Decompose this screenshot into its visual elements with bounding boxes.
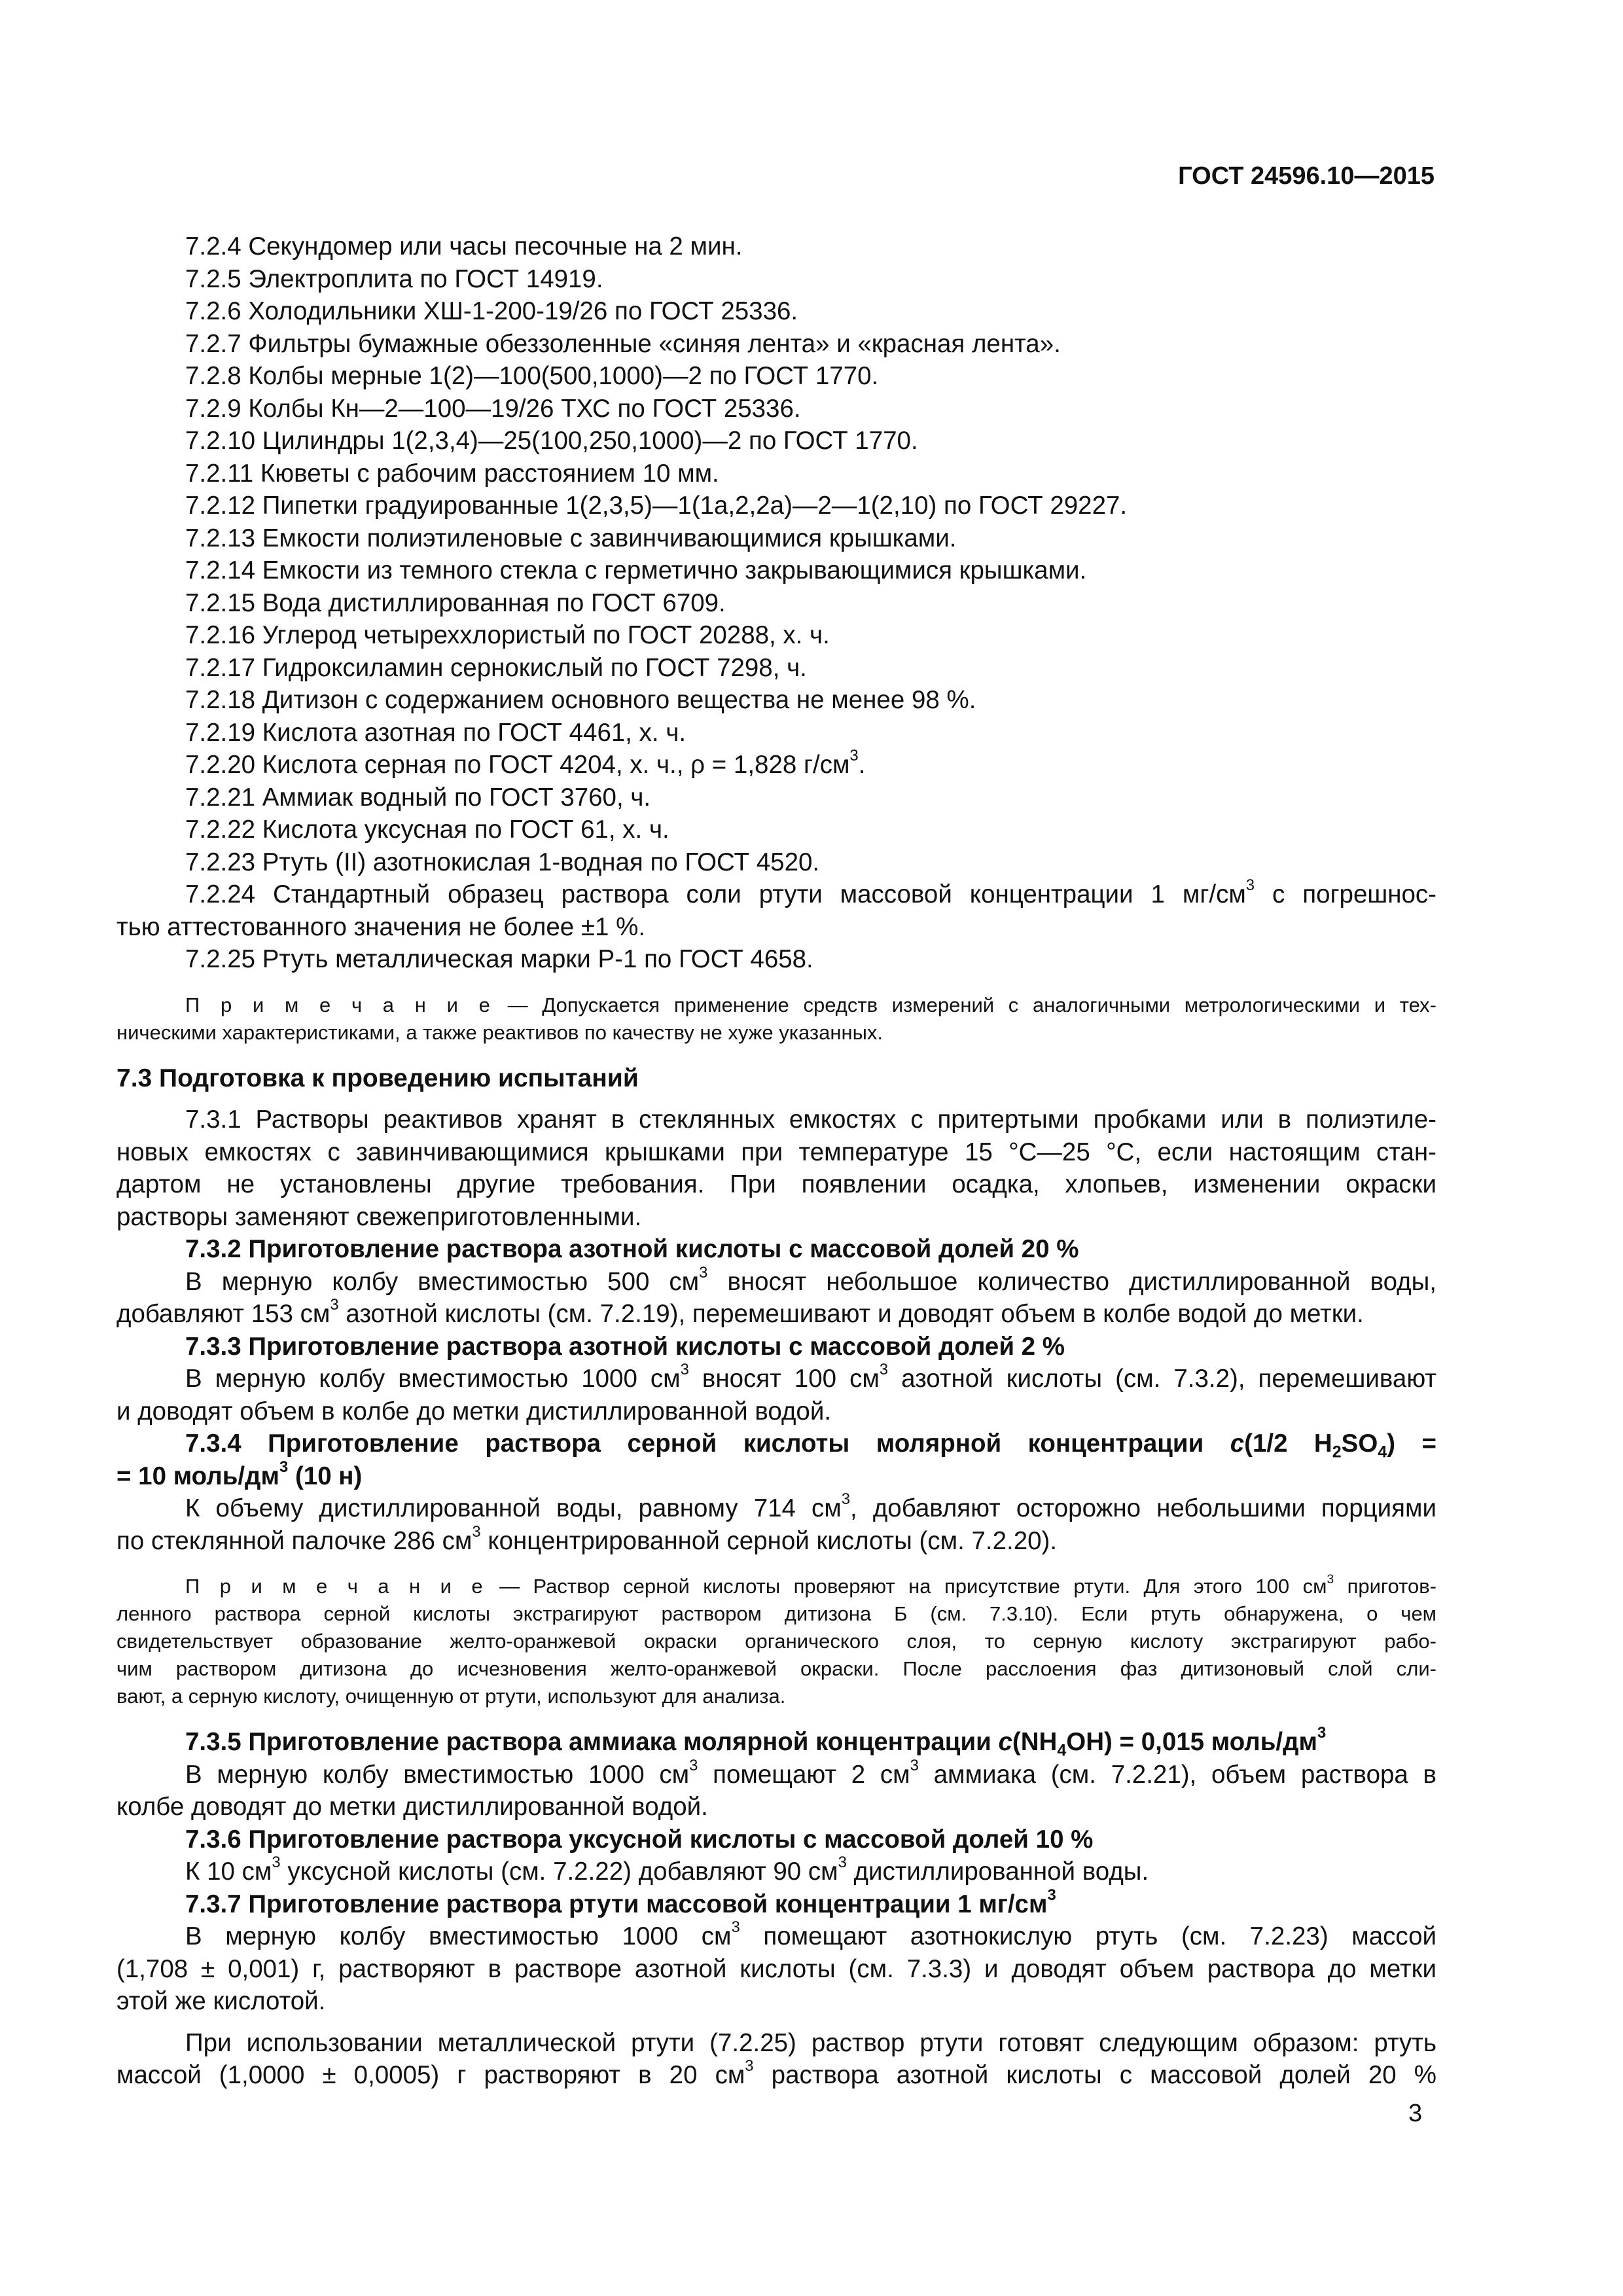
list-item: 7.2.22 Кислота уксусная по ГОСТ 61, х. ч.	[185, 816, 669, 844]
equipment-list	[116, 230, 1436, 976]
paragraph-line: этой же кислотой.	[116, 1987, 326, 2015]
text: помещают 2 см	[698, 1760, 910, 1789]
superscript: 3	[841, 1490, 851, 1509]
text: азотной кислоты (см. 7.3.2), перемешивают	[888, 1365, 1436, 1393]
note-text: — Допускается применение средств измерений с аналогичными метрологическими и тех-	[493, 993, 1436, 1016]
text: добавляют 153 см	[116, 1300, 330, 1328]
list-item: 7.2.16 Углерод четыреххлористый по ГОСТ 20288, х. ч.	[185, 621, 830, 649]
text: (10 н)	[288, 1462, 363, 1490]
heading-line	[116, 1460, 1436, 1493]
text: вносят небольшое количество дистиллированной воды,	[707, 1267, 1436, 1296]
note-label: П р и м е ч а н и е	[185, 993, 493, 1016]
text: c	[998, 1728, 1012, 1756]
paragraph-line	[116, 1363, 1436, 1395]
note-line	[116, 992, 1436, 1019]
text: В мерную колбу вместимостью 1000 см	[185, 1365, 681, 1393]
text: дистиллированной воды.	[846, 1857, 1149, 1886]
subscript: 2	[1332, 1443, 1342, 1462]
list-item: 7.2.12 Пипетки градуированные 1(2,3,5)—1(1а,2,2а)—2—1(2,10) по ГОСТ 29227.	[185, 492, 1128, 520]
text: В мерную колбу вместимостью 1000 см	[185, 1922, 732, 1950]
note-text: — Раствор серной кислоты проверяют на присутствие ртути. Для этого 100 см	[486, 1575, 1327, 1598]
subsection-heading	[116, 1726, 1436, 1759]
list-item: 7.2.25 Ртуть металлическая марки Р-1 по ГОСТ 4658.	[185, 945, 813, 973]
paragraph-line	[116, 1856, 1436, 1888]
note-line: чим раствором дитизона до исчезновения желто-оранжевой окраски. После расслоения фаз дитизоновый слой сли-	[116, 1657, 1436, 1680]
text: ) =	[1387, 1429, 1436, 1458]
paragraph	[116, 2027, 1436, 2092]
note-label: П р и м е ч а н и е	[185, 1575, 486, 1598]
superscript: 3	[879, 1361, 889, 1379]
superscript: 3	[472, 1522, 481, 1541]
text: 7.3.7 Приготовление раствора ртути массовой концентрации 1 мг/см	[185, 1890, 1048, 1918]
superscript: 3	[689, 1756, 698, 1774]
list-item-text: 7.2.24 Стандартный образец раствора соли ртути массовой концентрации 1 мг/см	[185, 880, 1246, 908]
text: = 10 моль/дм	[116, 1462, 279, 1490]
paragraph	[116, 1103, 1436, 1233]
list-item: 7.2.9 Колбы Кн—2—100—19/26 ТХС по ГОСТ 25336.	[185, 394, 801, 423]
subsection-heading	[116, 1888, 1436, 1921]
superscript: 3	[1245, 876, 1255, 895]
list-item	[116, 878, 1436, 911]
text: (NH	[1012, 1728, 1058, 1756]
superscript: 3	[330, 1296, 339, 1314]
text: SO	[1341, 1429, 1378, 1458]
superscript: 3	[838, 1854, 847, 1872]
note-line: вают, а серную кислоту, очищенную от ртути, используют для анализа.	[116, 1685, 786, 1708]
paragraph-line	[116, 1756, 1436, 1791]
text: помещают азотнокислую ртуть (см. 7.2.23) массой	[740, 1922, 1436, 1950]
text: массой (1,0000 ± 0,0005) г растворяют в 20 см	[116, 2061, 745, 2089]
paragraph-line	[116, 1522, 1436, 1558]
note-block	[116, 992, 1436, 1047]
superscript: 3	[1047, 1886, 1056, 1904]
paragraph-line	[116, 1298, 1436, 1331]
list-item: 7.2.10 Цилиндры 1(2,3,4)—25(100,250,1000)—2 по ГОСТ 1770.	[185, 427, 918, 455]
paragraph	[116, 1492, 1436, 1557]
text: К объему дистиллированной воды, равному 714 см	[185, 1494, 842, 1522]
text: В мерную колбу вместимостью 500 см	[185, 1267, 700, 1296]
note-line: ленного раствора серной кислоты экстрагируют раствором дитизона Б (см. 7.3.10). Если ртуть обнаружена, о чем	[116, 1602, 1436, 1625]
superscript: 3	[910, 1756, 919, 1774]
list-item-text: 7.2.20 Кислота серная по ГОСТ 4204, х. ч., ρ = 1,828 г/см	[185, 751, 850, 779]
paragraph-line: колбе доводят до метки дистиллированной водой.	[116, 1793, 708, 1821]
subsection-heading: 7.3.6 Приготовление раствора уксусной кислоты с массовой долей 10 %	[185, 1825, 1094, 1854]
document-body	[116, 230, 1436, 2092]
paragraph-line: дартом не установлены другие требования. При появлении осадка, хлопьев, изменении окраски	[116, 1170, 1436, 1198]
note-block	[116, 1573, 1436, 1710]
paragraph	[116, 1920, 1436, 2018]
superscript: 3	[279, 1458, 289, 1476]
paragraph-line	[116, 1920, 1436, 1953]
section-heading: 7.3 Подготовка к проведению испытаний	[116, 1064, 639, 1092]
list-item: 7.2.11 Кюветы с рабочим расстоянием 10 мм.	[185, 459, 719, 488]
subsection-heading: 7.3.3 Приготовление раствора азотной кислоты с массовой долей 2 %	[185, 1332, 1065, 1361]
list-item: 7.2.8 Колбы мерные 1(2)—100(500,1000)—2 по ГОСТ 1770.	[185, 362, 879, 390]
list-item: 7.2.13 Емкости полиэтиленовые с завинчивающимися крышками.	[185, 524, 957, 552]
list-item: 7.2.17 Гидроксиламин сернокислый по ГОСТ 7298, ч.	[185, 653, 807, 682]
list-item: 7.2.19 Кислота азотная по ГОСТ 4461, х. ч.	[185, 718, 687, 747]
document-id-header: ГОСТ 24596.10—2015	[1178, 162, 1435, 190]
text: В мерную колбу вместимостью 1000 см	[185, 1760, 690, 1789]
paragraph-line	[116, 2059, 1436, 2092]
superscript: 3	[745, 2057, 754, 2075]
paragraph-line: (1,708 ± 0,001) г, растворяют в растворе азотной кислоты (см. 7.3.3) и доводят объем раствора до метки	[116, 1954, 1436, 1983]
text: , добавляют осторожно небольшими порциями	[850, 1494, 1436, 1522]
list-item: 7.2.21 Аммиак водный по ГОСТ 3760, ч.	[185, 783, 651, 812]
text: 7.3.5 Приготовление раствора аммиака молярной концентрации	[185, 1728, 999, 1756]
text: раствора азотной кислоты с массовой долей 20 %	[753, 2061, 1436, 2089]
heading-line	[116, 1427, 1436, 1460]
paragraph	[116, 1263, 1436, 1331]
text: К 10 см	[185, 1857, 272, 1886]
list-item: 7.2.15 Вода дистиллированная по ГОСТ 6709.	[185, 588, 726, 617]
paragraph-line	[116, 1492, 1436, 1525]
list-item-tail: .	[858, 751, 866, 779]
text: (1/2 H	[1244, 1429, 1332, 1458]
superscript: 3	[849, 747, 859, 765]
superscript: 3	[731, 1918, 740, 1937]
paragraph-line: растворы заменяют свежеприготовленными.	[116, 1202, 642, 1231]
list-item: 7.2.7 Фильтры бумажные обеззоленные «синяя лента» и «красная лента».	[185, 329, 1061, 358]
text: уксусной кислоты (см. 7.2.22) добавляют 90 см	[280, 1857, 838, 1886]
page-number: 3	[1408, 2100, 1423, 2127]
text: OH) = 0,015 моль/дм	[1066, 1728, 1318, 1756]
paragraph-line: и доводят объем в колбе до метки дистиллированной водой.	[116, 1397, 832, 1426]
text: c	[1230, 1429, 1245, 1458]
subscript: 4	[1057, 1741, 1067, 1760]
text: 7.3.4 Приготовление раствора серной кислоты молярной концентрации	[185, 1429, 1230, 1458]
paragraph	[116, 1363, 1436, 1427]
paragraph-line: новых емкостях с завинчивающимися крышками при температуре 15 °С—25 °С, если настоящим стан-	[116, 1138, 1436, 1166]
note-text: приготов-	[1334, 1575, 1436, 1598]
text: концентрированной серной кислоты (см. 7.2.20).	[480, 1526, 1058, 1555]
subsection-heading: 7.3.2 Приготовление раствора азотной кислоты с массовой долей 20 %	[185, 1235, 1079, 1263]
text: вносят 100 см	[688, 1365, 880, 1393]
list-item-text: с погрешнос-	[1255, 880, 1436, 908]
paragraph-line: При использовании металлической ртути (7.2.25) раствор ртути готовят следующим образом: ртуть	[185, 2028, 1436, 2057]
superscript: 3	[699, 1263, 708, 1282]
list-item: 7.2.6 Холодильники ХШ-1-200-19/26 по ГОСТ 25336.	[185, 297, 798, 325]
superscript: 3	[272, 1854, 281, 1872]
text: азотной кислоты (см. 7.2.19), перемешивают и доводят объем в колбе водой до метки.	[338, 1300, 1364, 1328]
paragraph	[116, 1756, 1436, 1823]
note-line: свидетельствует образование желто-оранжевой окраски органического слоя, то серную кислоту экстрагируют рабо-	[116, 1630, 1436, 1653]
paragraph-line	[116, 1263, 1436, 1299]
superscript: 3	[1327, 1572, 1334, 1587]
list-item-continuation: тью аттестованного значения не более ±1 %.	[116, 912, 646, 941]
list-item: 7.2.5 Электроплита по ГОСТ 14919.	[185, 264, 603, 293]
superscript: 3	[1317, 1724, 1327, 1742]
text: аммиака (см. 7.2.21), объем раствора в	[918, 1760, 1436, 1789]
subscript: 4	[1378, 1443, 1387, 1462]
list-item	[116, 749, 1436, 781]
superscript: 3	[680, 1361, 689, 1379]
subsection-heading	[116, 1427, 1436, 1492]
list-item: 7.2.14 Емкости из темного стекла с герметично закрывающимися крышками.	[185, 556, 1087, 584]
note-line: ническими характеристиками, а также реактивов по качеству не хуже указанных.	[116, 1020, 883, 1044]
note-line	[116, 1573, 1436, 1600]
paragraph-line: 7.3.1 Растворы реактивов хранят в стеклянных емкостях с притертыми пробками или в полиэтиле-	[185, 1105, 1436, 1134]
list-item: 7.2.23 Ртуть (II) азотнокислая 1-водная по ГОСТ 4520.	[185, 848, 820, 876]
list-item: 7.2.18 Дитизон с содержанием основного вещества не менее 98 %.	[185, 686, 976, 714]
list-item: 7.2.4 Секундомер или часы песочные на 2 мин.	[185, 232, 743, 260]
text: по стеклянной палочке 286 см	[116, 1526, 473, 1555]
